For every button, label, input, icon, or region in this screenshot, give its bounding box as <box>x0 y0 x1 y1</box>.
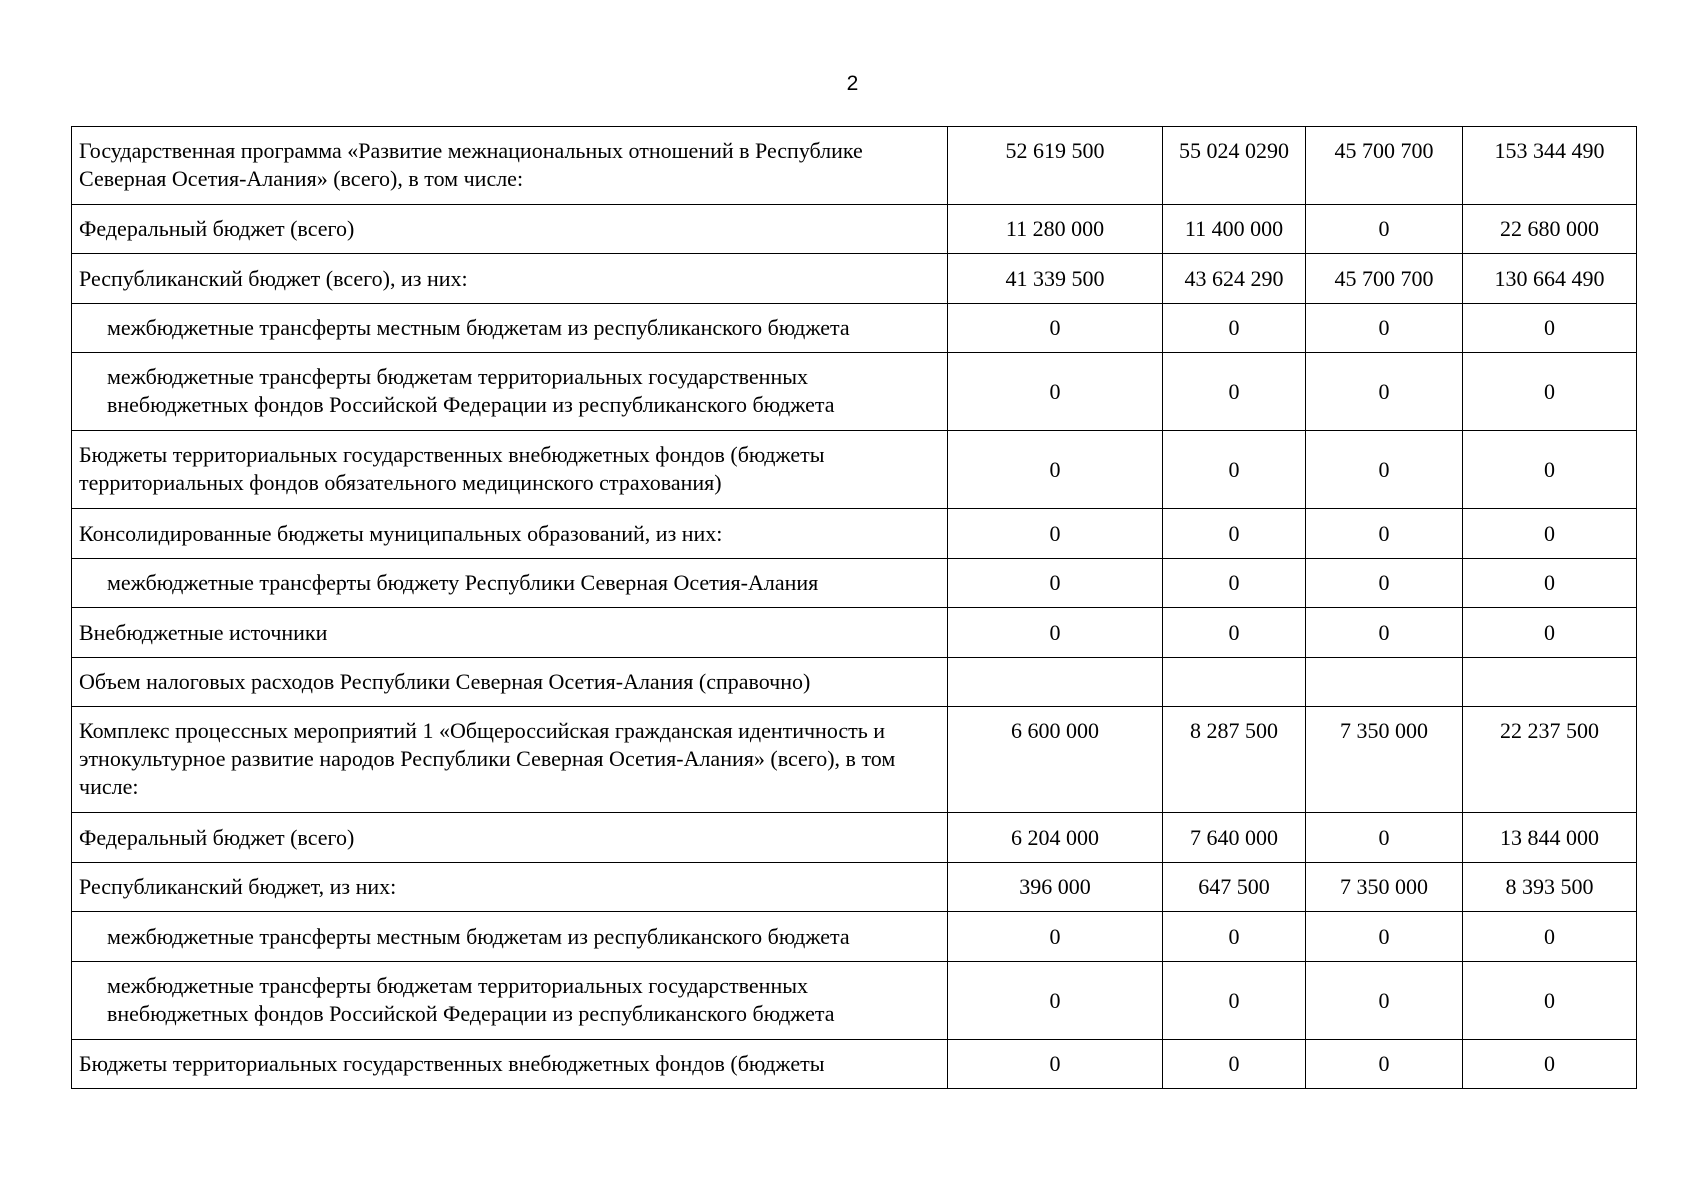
row-label: Федеральный бюджет (всего) <box>72 205 948 254</box>
row-label: Внебюджетные источники <box>72 608 948 658</box>
value-year-2: 8 287 500 <box>1163 707 1306 813</box>
value-year-2 <box>1163 658 1306 707</box>
table-row <box>72 863 1637 912</box>
table-row <box>72 304 1637 353</box>
table-row <box>72 813 1637 863</box>
value-total: 0 <box>1463 962 1637 1040</box>
value-year-2: 7 640 000 <box>1163 813 1306 863</box>
table-row <box>72 658 1637 707</box>
value-year-2: 0 <box>1163 304 1306 353</box>
value-year-1: 0 <box>948 1040 1163 1089</box>
value-total: 13 844 000 <box>1463 813 1637 863</box>
value-year-2: 0 <box>1163 1040 1306 1089</box>
value-total: 153 344 490 <box>1463 127 1637 205</box>
row-label: межбюджетные трансферты местным бюджетам из республиканского бюджета <box>72 304 948 353</box>
row-label: межбюджетные трансферты местным бюджетам из республиканского бюджета <box>72 912 948 962</box>
row-label: Государственная программа «Развитие межнациональных отношений в Республике Северная Осетия-Алания» (всего), в том числе: <box>72 127 948 205</box>
row-label: Бюджеты территориальных государственных внебюджетных фондов (бюджеты территориальных фондов обязательного медицинского страхования) <box>72 431 948 509</box>
value-year-2: 0 <box>1163 608 1306 658</box>
value-total: 0 <box>1463 1040 1637 1089</box>
row-label: Консолидированные бюджеты муниципальных образований, из них: <box>72 509 948 559</box>
table-row <box>72 353 1637 431</box>
table-row <box>72 205 1637 254</box>
value-year-1: 52 619 500 <box>948 127 1163 205</box>
value-year-1: 0 <box>948 559 1163 608</box>
value-total: 0 <box>1463 559 1637 608</box>
value-total: 0 <box>1463 431 1637 509</box>
value-year-3: 0 <box>1306 509 1463 559</box>
table-row <box>72 962 1637 1040</box>
table-row <box>72 1040 1637 1089</box>
value-total: 0 <box>1463 509 1637 559</box>
value-year-1: 0 <box>948 431 1163 509</box>
value-year-2: 43 624 290 <box>1163 254 1306 304</box>
row-label: межбюджетные трансферты бюджету Республики Северная Осетия-Алания <box>72 559 948 608</box>
value-year-1: 0 <box>948 608 1163 658</box>
value-year-2: 0 <box>1163 559 1306 608</box>
value-year-2: 0 <box>1163 431 1306 509</box>
value-total: 22 680 000 <box>1463 205 1637 254</box>
value-year-1: 0 <box>948 509 1163 559</box>
row-label: Республиканский бюджет (всего), из них: <box>72 254 948 304</box>
value-year-1: 0 <box>948 912 1163 962</box>
value-total: 0 <box>1463 353 1637 431</box>
table-row <box>72 608 1637 658</box>
value-total: 130 664 490 <box>1463 254 1637 304</box>
value-year-3 <box>1306 658 1463 707</box>
value-year-2: 0 <box>1163 912 1306 962</box>
value-year-1: 0 <box>948 353 1163 431</box>
value-year-2: 647 500 <box>1163 863 1306 912</box>
value-year-1: 6 204 000 <box>948 813 1163 863</box>
value-year-3: 0 <box>1306 431 1463 509</box>
table-row <box>72 707 1637 813</box>
value-year-2: 0 <box>1163 509 1306 559</box>
value-year-1: 41 339 500 <box>948 254 1163 304</box>
table-row <box>72 431 1637 509</box>
row-label: межбюджетные трансферты бюджетам территориальных государственных внебюджетных фондов Российской Федерации из республиканского бюджета <box>72 962 948 1040</box>
row-label: Бюджеты территориальных государственных внебюджетных фондов (бюджеты <box>72 1040 948 1089</box>
value-total: 0 <box>1463 608 1637 658</box>
budget-table <box>71 126 1637 1089</box>
table-row <box>72 509 1637 559</box>
table-row <box>72 127 1637 205</box>
value-year-3: 45 700 700 <box>1306 254 1463 304</box>
value-year-1 <box>948 658 1163 707</box>
value-year-3: 7 350 000 <box>1306 707 1463 813</box>
value-year-3: 45 700 700 <box>1306 127 1463 205</box>
value-year-3: 7 350 000 <box>1306 863 1463 912</box>
value-year-3: 0 <box>1306 608 1463 658</box>
table-row <box>72 254 1637 304</box>
table-row <box>72 912 1637 962</box>
value-year-1: 0 <box>948 304 1163 353</box>
row-label: Комплекс процессных мероприятий 1 «Общероссийская гражданская идентичность и этнокультурное развитие народов Республики Северная Осетия-Алания» (всего), в том числе: <box>72 707 948 813</box>
value-year-1: 11 280 000 <box>948 205 1163 254</box>
value-total: 8 393 500 <box>1463 863 1637 912</box>
value-year-3: 0 <box>1306 353 1463 431</box>
value-year-3: 0 <box>1306 304 1463 353</box>
row-label: Республиканский бюджет, из них: <box>72 863 948 912</box>
value-year-3: 0 <box>1306 962 1463 1040</box>
value-year-2: 0 <box>1163 353 1306 431</box>
value-year-2: 11 400 000 <box>1163 205 1306 254</box>
value-year-1: 396 000 <box>948 863 1163 912</box>
value-year-2: 55 024 0290 <box>1163 127 1306 205</box>
value-total: 0 <box>1463 912 1637 962</box>
row-label: Федеральный бюджет (всего) <box>72 813 948 863</box>
value-year-1: 6 600 000 <box>948 707 1163 813</box>
table-row <box>72 559 1637 608</box>
value-year-3: 0 <box>1306 813 1463 863</box>
value-total: 22 237 500 <box>1463 707 1637 813</box>
value-year-2: 0 <box>1163 962 1306 1040</box>
value-year-3: 0 <box>1306 205 1463 254</box>
row-label: Объем налоговых расходов Республики Северная Осетия-Алания (справочно) <box>72 658 948 707</box>
value-year-3: 0 <box>1306 559 1463 608</box>
row-label: межбюджетные трансферты бюджетам территориальных государственных внебюджетных фондов Российской Федерации из республиканского бюджета <box>72 353 948 431</box>
value-year-3: 0 <box>1306 912 1463 962</box>
value-total: 0 <box>1463 304 1637 353</box>
value-year-3: 0 <box>1306 1040 1463 1089</box>
value-year-1: 0 <box>948 962 1163 1040</box>
page-number: 2 <box>846 72 859 95</box>
value-total <box>1463 658 1637 707</box>
